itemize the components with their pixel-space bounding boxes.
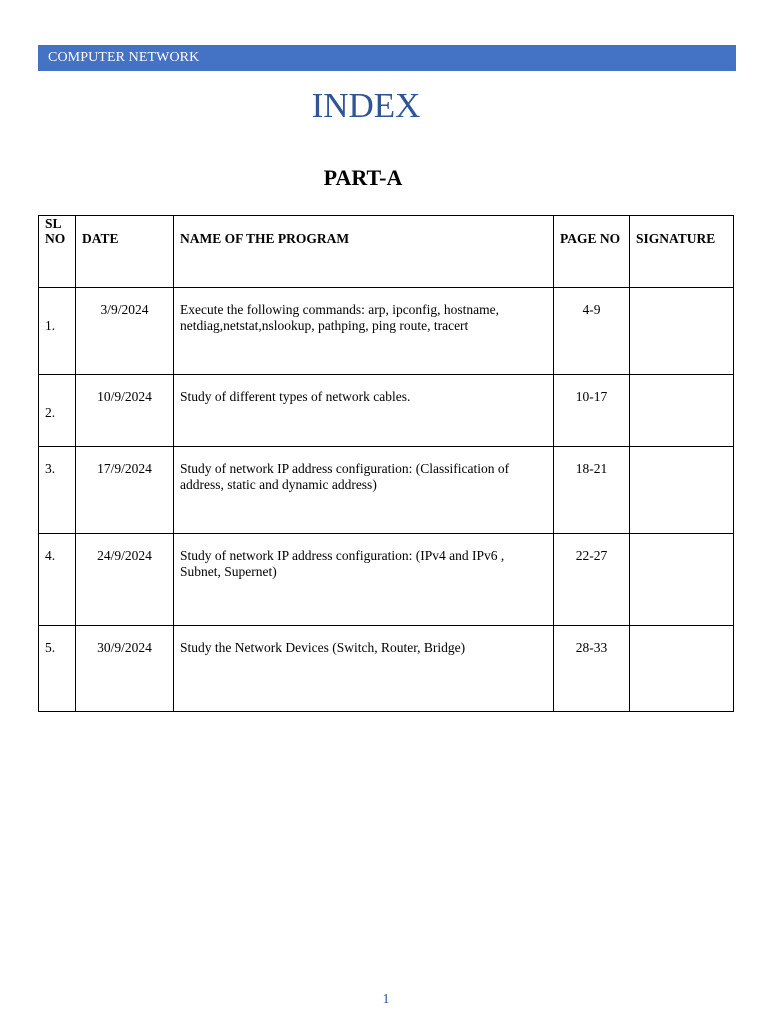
sl-number: 2. — [45, 405, 56, 420]
page-number: 1 — [382, 992, 390, 1007]
page-no-cell: 18-21 — [554, 447, 630, 534]
header-page-no: PAGE NO — [554, 216, 630, 288]
header-signature: SIGNATURE — [630, 216, 734, 288]
date-cell: 24/9/2024 — [76, 534, 174, 626]
signature-cell — [630, 534, 734, 626]
section-title: PART-A — [323, 165, 403, 190]
page-no-cell: 28-33 — [554, 626, 630, 712]
index-table — [38, 215, 734, 712]
date-cell: 3/9/2024 — [76, 288, 174, 375]
date-cell: 30/9/2024 — [76, 626, 174, 712]
header-sl-no: SL NO — [39, 216, 76, 288]
page-no-cell: 10-17 — [554, 375, 630, 447]
signature-cell — [630, 447, 734, 534]
sl-number: 3. — [45, 461, 56, 476]
table-row — [39, 626, 734, 712]
signature-cell — [630, 375, 734, 447]
sl-cell — [39, 534, 76, 626]
program-name-cell: Study of network IP address configuration: (IPv4 and IPv6 , Subnet, Supernet) — [174, 534, 554, 626]
page-no-cell: 4-9 — [554, 288, 630, 375]
page-no-cell: 22-27 — [554, 534, 630, 626]
sl-number: 1. — [45, 318, 56, 333]
sl-cell — [39, 626, 76, 712]
program-name-cell: Study of network IP address configuration: (Classification of address, static and dynamic address) — [174, 447, 554, 534]
sl-number: 5. — [45, 640, 56, 655]
header-program-name: NAME OF THE PROGRAM — [174, 216, 554, 288]
page-title: INDEX — [311, 86, 421, 125]
table-row — [39, 375, 734, 447]
sl-cell — [39, 375, 76, 447]
program-name-cell: Study the Network Devices (Switch, Router, Bridge) — [174, 626, 554, 712]
table-header-row — [39, 216, 734, 288]
table-row — [39, 534, 734, 626]
sl-cell — [39, 447, 76, 534]
signature-cell — [630, 626, 734, 712]
sl-number: 4. — [45, 548, 56, 563]
table-row — [39, 447, 734, 534]
date-cell: 17/9/2024 — [76, 447, 174, 534]
table-row — [39, 288, 734, 375]
header-band — [38, 45, 736, 71]
header-date: DATE — [76, 216, 174, 288]
program-name-cell: Execute the following commands: arp, ipconfig, hostname, netdiag,netstat,nslookup, pathping, ping route, tracert — [174, 288, 554, 375]
header-title: COMPUTER NETWORK — [48, 50, 200, 65]
date-cell: 10/9/2024 — [76, 375, 174, 447]
sl-cell — [39, 288, 76, 375]
signature-cell — [630, 288, 734, 375]
program-name-cell: Study of different types of network cables. — [174, 375, 554, 447]
